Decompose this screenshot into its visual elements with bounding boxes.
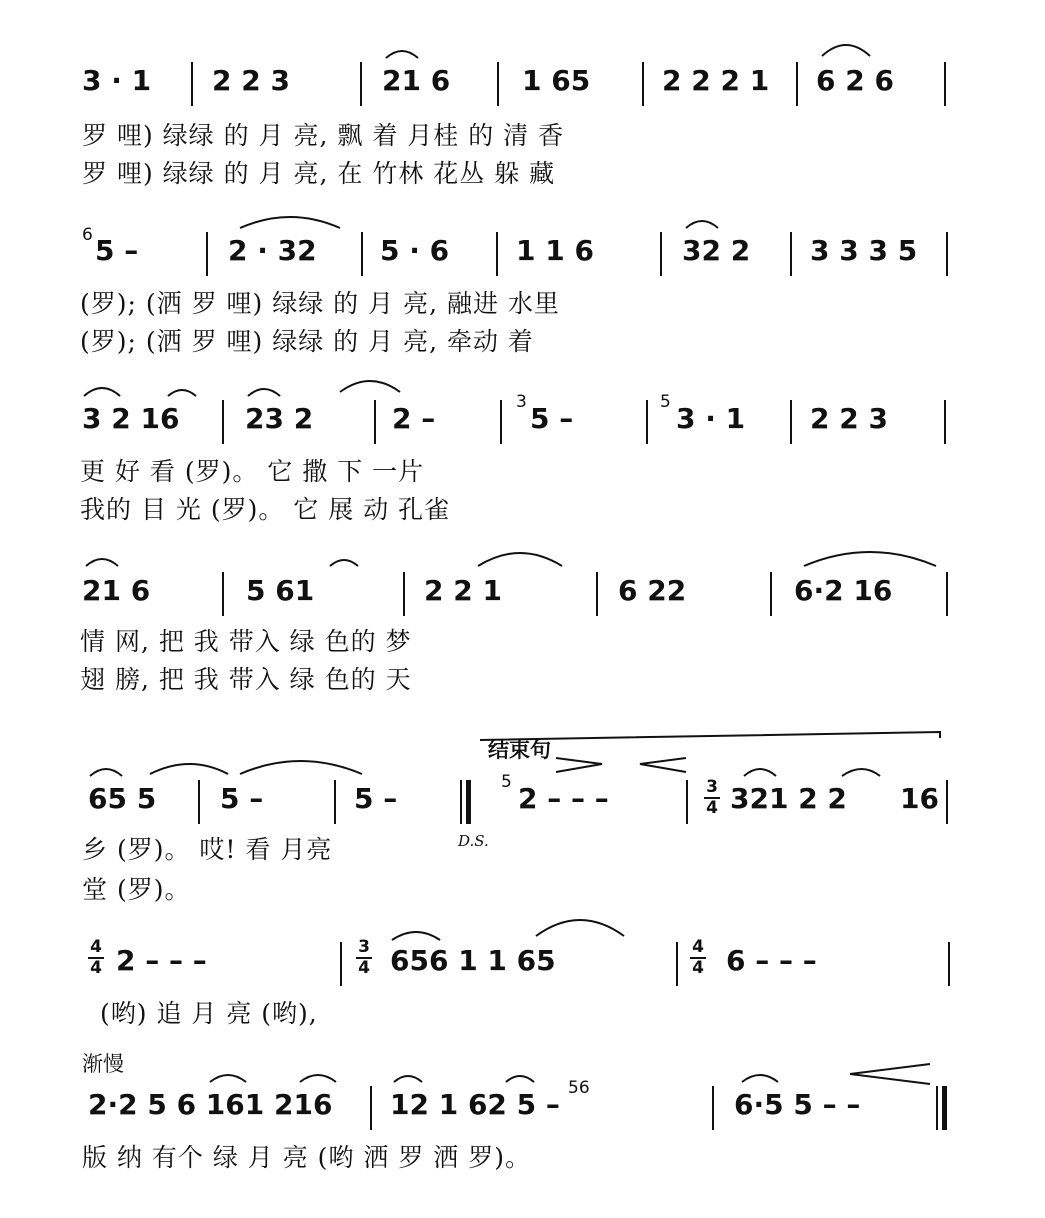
barline (646, 400, 648, 444)
measure-1: 65 5 (88, 782, 157, 815)
barline (946, 232, 948, 276)
barline (948, 942, 950, 986)
measure-2: 2 · 32 (228, 234, 317, 267)
measure-3: 21 6 (382, 64, 451, 97)
barline (370, 1086, 372, 1130)
grace-note: 56 (568, 1078, 590, 1098)
barline (222, 400, 224, 444)
measure-4: 5 – (530, 402, 574, 435)
measure-6: 6 2 6 (816, 64, 894, 97)
barline (676, 942, 678, 986)
measure-1: 3 · 1 (82, 64, 152, 97)
barline (198, 780, 200, 824)
measure-3: 6·5 5 – – (734, 1088, 861, 1121)
lyric-verse-2: 堂 (罗)。 (82, 875, 191, 904)
barline (374, 400, 376, 444)
measure-5-end: 16 (900, 782, 939, 815)
lyric-verse-1: 乡 (罗)。 哎! 看 月亮 (82, 835, 333, 864)
measure-4: 6 22 (618, 574, 687, 607)
measure-2: 5 – (220, 782, 264, 815)
grace-note: 6 (82, 225, 93, 245)
measure-3: 5 · 6 (380, 234, 450, 267)
barline (222, 572, 224, 616)
measure-1: 5 – (95, 234, 139, 267)
measure-1: 2 – – – (116, 944, 207, 977)
lyric-verse-1: (哟) 追 月 亮 (哟), (100, 999, 318, 1028)
lyric-verse-1: 情 网, 把 我 带入 绿 色的 梦 (80, 627, 412, 656)
dal-segno: D.S. (458, 832, 489, 850)
barline (500, 400, 502, 444)
barline (686, 780, 688, 824)
barline (596, 572, 598, 616)
measure-3: 2 – (392, 402, 436, 435)
barline (642, 62, 644, 106)
final-barline (936, 1086, 947, 1130)
grace-note: 5 (501, 772, 512, 792)
barline (944, 62, 946, 106)
measure-6: 2 2 3 (810, 402, 888, 435)
barline (206, 232, 208, 276)
measure-5: 3 · 1 (676, 402, 746, 435)
measure-4: 2 – – – (518, 782, 609, 815)
lyric-verse-2: 翅 膀, 把 我 带入 绿 色的 天 (80, 665, 412, 694)
measure-4: 1 1 6 (516, 234, 594, 267)
measure-5: 2 2 2 1 (662, 64, 770, 97)
measure-2: 656 1 1 65 (390, 944, 556, 977)
lyric-verse-2: 我的 目 光 (罗)。 它 展 动 孔雀 (80, 495, 451, 524)
barline (660, 232, 662, 276)
barline (790, 232, 792, 276)
tempo-marking: 渐慢 (82, 1052, 124, 1076)
barline (403, 572, 405, 616)
barline (796, 62, 798, 106)
measure-5: 321 2 2 (730, 782, 847, 815)
grace-note: 5 (660, 392, 671, 412)
lyric-verse-1: 更 好 看 (罗)。 它 撒 下 一片 (80, 457, 425, 486)
barline (946, 572, 948, 616)
measure-2: 23 2 (245, 402, 314, 435)
barline (340, 942, 342, 986)
barline (944, 400, 946, 444)
lyric-verse-1: (罗); (洒 罗 哩) 绿绿 的 月 亮, 融进 水里 (80, 289, 560, 318)
time-signature: 3 4 (356, 938, 372, 978)
barline (334, 780, 336, 824)
measure-3: 6 – – – (726, 944, 817, 977)
measure-5: 32 2 (682, 234, 751, 267)
double-barline (460, 780, 471, 824)
barline (946, 780, 948, 824)
barline (790, 400, 792, 444)
barline (360, 62, 362, 106)
lyric-verse-1: 版 纳 有个 绿 月 亮 (哟 洒 罗 洒 罗)。 (82, 1143, 531, 1172)
measure-2: 2 2 3 (212, 64, 290, 97)
time-signature: 3 4 (704, 778, 720, 818)
measure-5: 6·2 16 (794, 574, 893, 607)
ending-label: 结束句 (488, 738, 551, 762)
measure-3: 2 2 1 (424, 574, 502, 607)
time-signature: 4 4 (690, 938, 706, 978)
measure-2: 12 1 62 5 – (390, 1088, 560, 1121)
time-signature: 4 4 (88, 938, 104, 978)
measure-6: 3 3 3 5 (810, 234, 918, 267)
measure-1: 21 6 (82, 574, 151, 607)
measure-4: 1 65 (522, 64, 591, 97)
measure-1: 3 2 16 (82, 402, 180, 435)
barline (712, 1086, 714, 1130)
barline (496, 232, 498, 276)
barline (361, 232, 363, 276)
grace-note: 3 (516, 392, 527, 412)
lyric-verse-2: (罗); (洒 罗 哩) 绿绿 的 月 亮, 牵动 着 (80, 327, 534, 356)
barline (497, 62, 499, 106)
measure-3: 5 – (354, 782, 398, 815)
lyric-verse-2: 罗 哩) 绿绿 的 月 亮, 在 竹林 花丛 躲 藏 (82, 159, 556, 188)
barline (770, 572, 772, 616)
barline (191, 62, 193, 106)
lyric-verse-1: 罗 哩) 绿绿 的 月 亮, 飘 着 月桂 的 清 香 (82, 121, 565, 150)
measure-1: 2·2 5 6 161 216 (88, 1088, 333, 1121)
measure-2: 5 61 (246, 574, 315, 607)
